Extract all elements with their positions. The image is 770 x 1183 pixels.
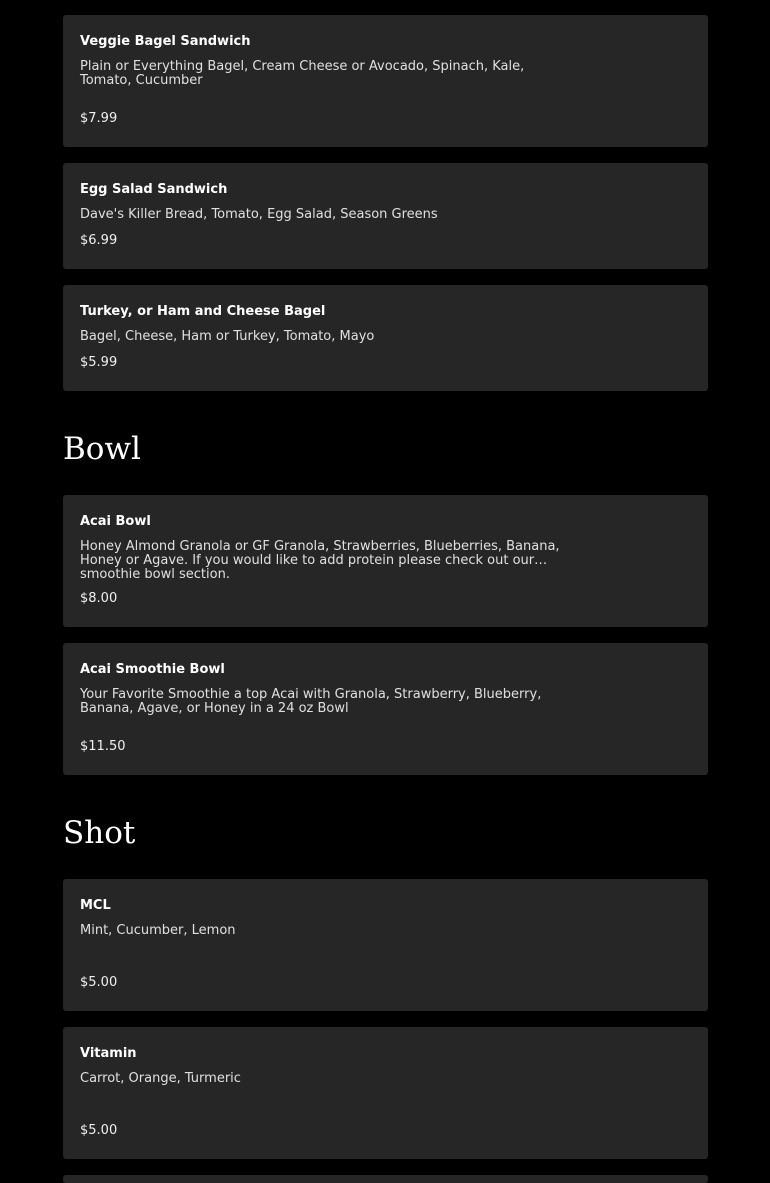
item-description: Your Favorite Smoothie a top Acai with Granola, Strawberry, Blueberry, Banana, Agave, or Honey in a 24 oz Bowl	[80, 687, 542, 716]
item-price: $5.00	[80, 1123, 118, 1138]
item-description: Carrot, Orange, Turmeric	[80, 1071, 241, 1086]
item-description: Mint, Cucumber, Lemon	[80, 923, 236, 938]
menu-item-card[interactable]	[63, 163, 708, 269]
item-description: Bagel, Cheese, Ham or Turkey, Tomato, Mayo	[80, 329, 375, 344]
menu-item-card-partial[interactable]	[63, 1175, 708, 1183]
item-description: Honey Almond Granola or GF Granola, Strawberries, Blueberries, Banana, Honey or Agave. If you would like to add protein please check out our smoothie bowl section.	[80, 539, 560, 582]
item-price: $7.99	[80, 111, 118, 126]
menu-item-card[interactable]	[63, 495, 708, 627]
menu-item-card[interactable]	[63, 643, 708, 775]
item-name: Vitamin	[80, 1046, 137, 1061]
item-name: Turkey, or Ham and Cheese Bagel	[80, 304, 326, 319]
item-name: Acai Bowl	[80, 514, 151, 529]
item-price: $5.99	[80, 355, 118, 370]
item-description: Dave's Killer Bread, Tomato, Egg Salad, Season Greens	[80, 207, 438, 222]
menu-item-card[interactable]	[63, 15, 708, 147]
item-price: $11.50	[80, 739, 126, 754]
section-title-bowl: Bowl	[63, 431, 141, 467]
item-price: $6.99	[80, 233, 118, 248]
item-name: Veggie Bagel Sandwich	[80, 34, 251, 49]
section-title-shot: Shot	[63, 815, 136, 851]
item-price: $8.00	[80, 591, 118, 606]
menu-item-card[interactable]	[63, 285, 708, 391]
menu-item-card[interactable]	[63, 879, 708, 1011]
item-price: $5.00	[80, 975, 118, 990]
item-description: Plain or Everything Bagel, Cream Cheese or Avocado, Spinach, Kale, Tomato, Cucumber	[80, 59, 525, 88]
item-name: MCL	[80, 898, 111, 913]
item-name: Acai Smoothie Bowl	[80, 662, 225, 677]
menu-item-card[interactable]	[63, 1027, 708, 1159]
item-name: Egg Salad Sandwich	[80, 182, 228, 197]
